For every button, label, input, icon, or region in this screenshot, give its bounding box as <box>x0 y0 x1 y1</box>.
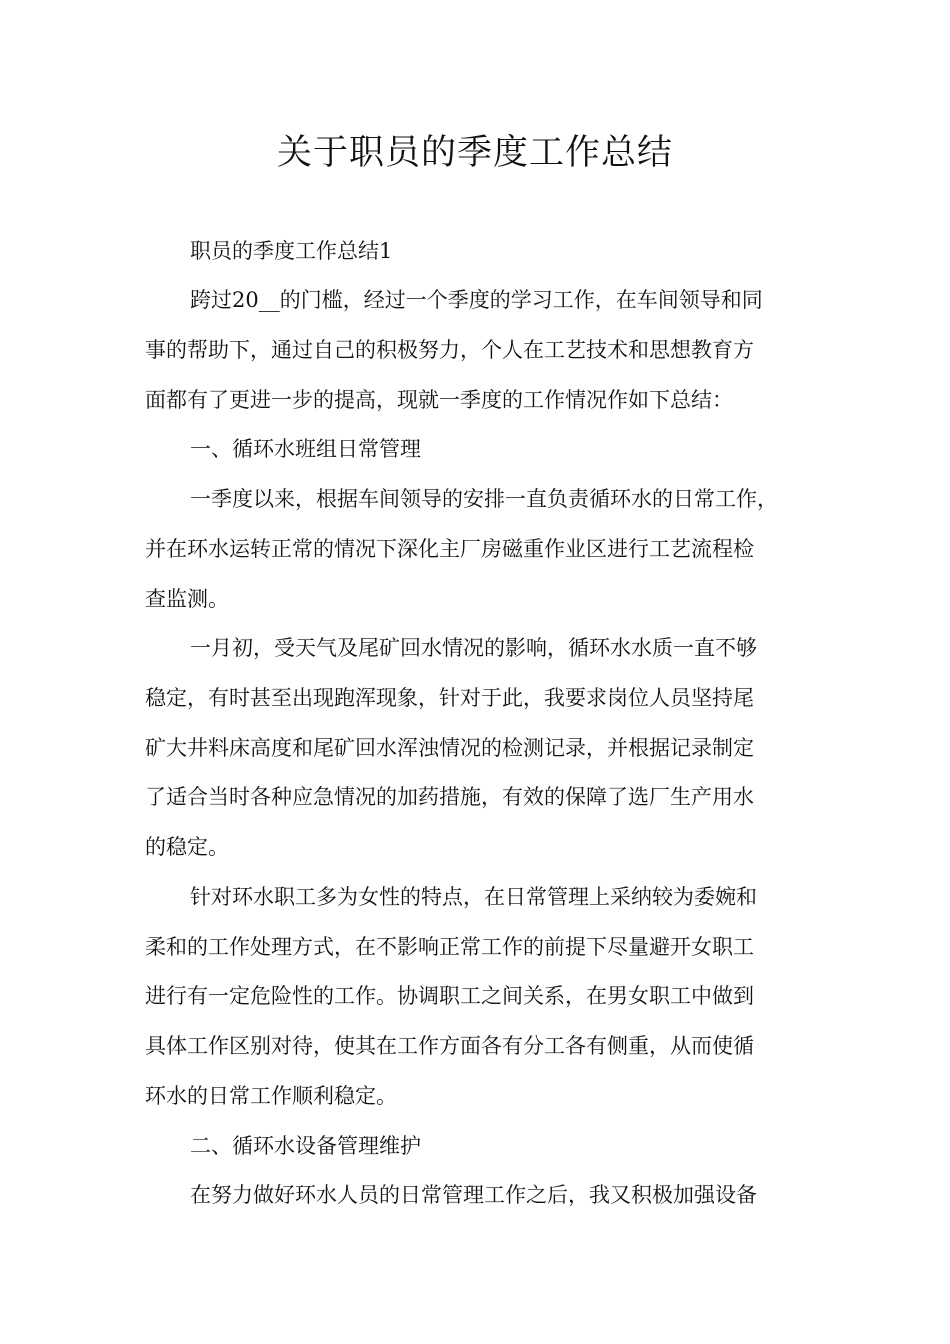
section-subtitle: 职员的季度工作总结1 <box>190 239 393 263</box>
paragraph-line: 柔和的工作处理方式，在不影响正常工作的前提下尽量避开女职工 <box>145 935 754 959</box>
paragraph-line: 矿大井料床高度和尾矿回水浑浊情况的检测记录，并根据记录制定 <box>145 736 754 760</box>
section-heading: 二、循环水设备管理维护 <box>190 1134 421 1158</box>
paragraph-line: 的稳定。 <box>145 835 229 859</box>
paragraph-line: 一季度以来，根据车间领导的安排一直负责循环水的日常工作， <box>190 487 778 511</box>
paragraph-line: 查监测。 <box>145 587 229 611</box>
paragraph-line: 面都有了更进一步的提高，现就一季度的工作情况作如下总结： <box>145 388 733 412</box>
paragraph-line: 针对环水职工多为女性的特点，在日常管理上采纳较为委婉和 <box>190 885 757 909</box>
paragraph-line: 环水的日常工作顺利稳定。 <box>145 1084 397 1108</box>
paragraph-line: 进行有一定危险性的工作。协调职工之间关系，在男女职工中做到 <box>145 984 754 1008</box>
paragraph-line: 了适合当时各种应急情况的加药措施，有效的保障了选厂生产用水 <box>145 785 754 809</box>
section-heading: 一、循环水班组日常管理 <box>190 437 421 461</box>
paragraph-line: 并在环水运转正常的情况下深化主厂房磁重作业区进行工艺流程检 <box>145 537 754 561</box>
paragraph-line: 事的帮助下，通过自己的积极努力，个人在工艺技术和思想教育方 <box>145 338 754 362</box>
paragraph-line: 稳定，有时甚至出现跑浑现象，针对于此，我要求岗位人员坚持尾 <box>145 686 754 710</box>
paragraph-line: 在努力做好环水人员的日常管理工作之后，我又积极加强设备 <box>190 1183 757 1207</box>
document-title: 关于职员的季度工作总结 <box>276 133 673 173</box>
paragraph-line: 一月初，受天气及尾矿回水情况的影响，循环水水质一直不够 <box>190 636 757 660</box>
paragraph-line: 具体工作区别对待，使其在工作方面各有分工各有侧重，从而使循 <box>145 1034 754 1058</box>
paragraph-line: 跨过20__的门槛，经过一个季度的学习工作，在车间领导和同 <box>190 288 763 312</box>
